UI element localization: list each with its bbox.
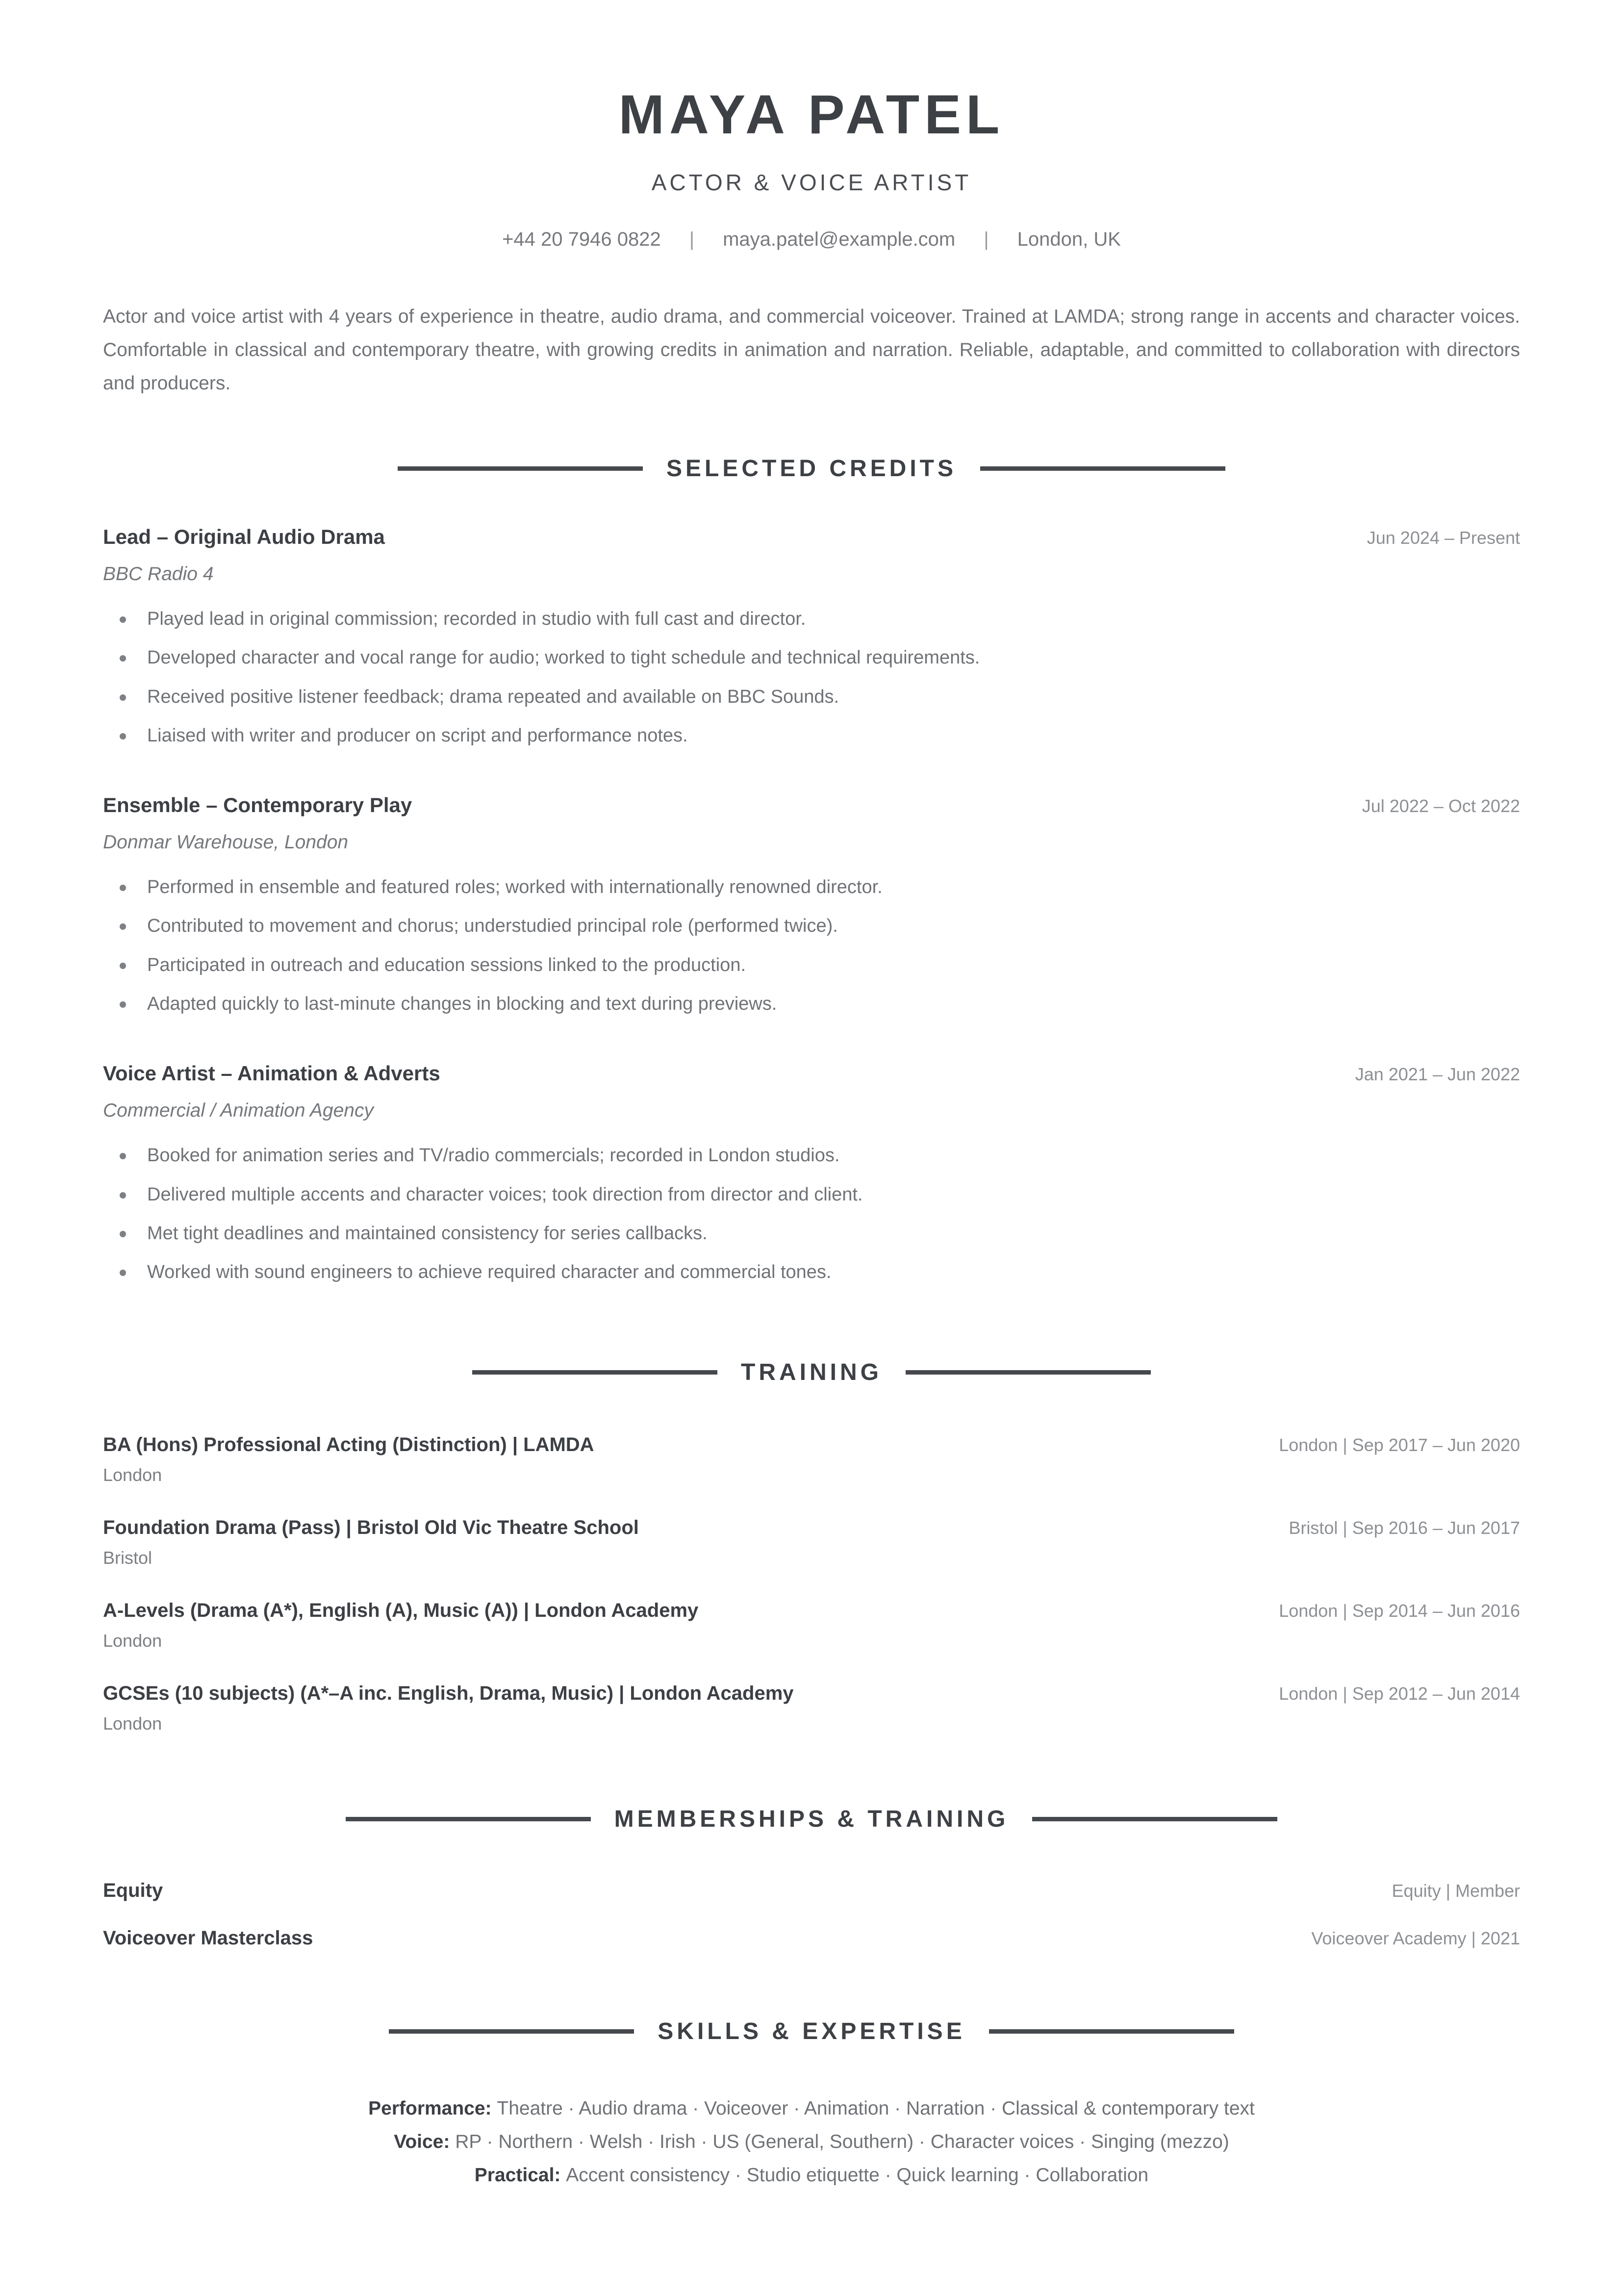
credit-title: Lead – Original Audio Drama bbox=[103, 525, 385, 548]
membership-title: Equity bbox=[103, 1879, 163, 1901]
bullet-item bbox=[103, 607, 1520, 632]
skill-row bbox=[103, 2159, 1520, 2192]
bullet-item bbox=[103, 992, 1520, 1017]
credit-dates: Jun 2024 – Present bbox=[1367, 527, 1520, 548]
credit-title-row bbox=[103, 793, 1520, 817]
bullet-text: Performed in ensemble and featured roles; worked with internationally renowned director. bbox=[147, 877, 883, 898]
credit-entry bbox=[103, 793, 1520, 1017]
person-role: ACTOR & VOICE ARTIST bbox=[651, 169, 972, 195]
bullet-dot-icon bbox=[120, 616, 126, 623]
contact-phone: +44 20 7946 0822 bbox=[502, 228, 661, 250]
bullet-item bbox=[103, 914, 1520, 939]
bullet-dot-icon bbox=[120, 694, 126, 701]
credit-organization: Donmar Warehouse, London bbox=[103, 832, 349, 853]
section-heading-training bbox=[103, 1359, 1520, 1386]
skill-label: Performance: bbox=[368, 2097, 497, 2119]
bullet-dot-icon bbox=[120, 1192, 126, 1199]
person-name: MAYA PATEL bbox=[618, 84, 1005, 145]
bullet-item bbox=[103, 1260, 1520, 1285]
credit-bullets bbox=[103, 875, 1520, 1017]
credit-title-row bbox=[103, 1062, 1520, 1085]
heading-rule-right bbox=[980, 466, 1225, 471]
bullet-dot-icon bbox=[120, 1001, 126, 1008]
skills-block bbox=[103, 2092, 1520, 2192]
training-title-row bbox=[103, 1683, 1520, 1705]
heading-rule-right bbox=[1032, 1817, 1277, 1821]
heading-rule-left bbox=[346, 1817, 591, 1821]
training-title: BA (Hons) Professional Acting (Distinction) | LAMDA bbox=[103, 1433, 594, 1455]
membership-entry bbox=[103, 1880, 1520, 1902]
training-title-row bbox=[103, 1517, 1520, 1539]
training-meta: London | Sep 2017 – Jun 2020 bbox=[1279, 1434, 1520, 1455]
bullet-text: Received positive listener feedback; drama repeated and available on BBC Sounds. bbox=[147, 686, 839, 707]
section-title: TRAINING bbox=[741, 1359, 882, 1385]
skill-row bbox=[103, 2092, 1520, 2125]
credit-organization: Commercial / Animation Agency bbox=[103, 1100, 374, 1122]
bullet-dot-icon bbox=[120, 733, 126, 740]
bullet-text: Met tight deadlines and maintained consistency for series callbacks. bbox=[147, 1223, 708, 1244]
training-location: London bbox=[103, 1713, 162, 1734]
bullet-item bbox=[103, 1182, 1520, 1207]
contact-separator: | bbox=[689, 228, 695, 250]
training-title-row bbox=[103, 1600, 1520, 1622]
training-entry bbox=[103, 1600, 1520, 1651]
contact-separator: | bbox=[984, 228, 989, 250]
training-entry bbox=[103, 1434, 1520, 1485]
training-meta: London | Sep 2012 – Jun 2014 bbox=[1279, 1683, 1520, 1704]
bullet-text: Adapted quickly to last-minute changes in blocking and text during previews. bbox=[147, 994, 777, 1015]
bullet-dot-icon bbox=[120, 963, 126, 969]
contact-location: London, UK bbox=[1017, 228, 1121, 250]
bullet-text: Booked for animation series and TV/radio commercials; recorded in London studios. bbox=[147, 1145, 840, 1166]
training-entry bbox=[103, 1683, 1520, 1734]
bullet-dot-icon bbox=[120, 885, 126, 891]
skill-label: Voice: bbox=[394, 2131, 456, 2152]
credit-title-row bbox=[103, 525, 1520, 549]
skill-value: Theatre · Audio drama · Voiceover · Animation · Narration · Classical & contemporary text bbox=[497, 2097, 1255, 2119]
training-location: London bbox=[103, 1464, 162, 1485]
bullet-text: Liaised with writer and producer on script and performance notes. bbox=[147, 725, 688, 746]
training-title: Foundation Drama (Pass) | Bristol Old Vic Theatre School bbox=[103, 1516, 639, 1538]
bullet-dot-icon bbox=[120, 923, 126, 930]
credit-title: Voice Artist – Animation & Adverts bbox=[103, 1062, 440, 1085]
skill-row bbox=[103, 2125, 1520, 2159]
bullet-item bbox=[103, 685, 1520, 710]
bullet-item bbox=[103, 645, 1520, 670]
bullet-item bbox=[103, 875, 1520, 900]
training-title: GCSEs (10 subjects) (A*–A inc. English, Drama, Music) | London Academy bbox=[103, 1682, 794, 1704]
heading-rule-left bbox=[389, 2029, 634, 2034]
credit-bullets bbox=[103, 607, 1520, 748]
contact-email: maya.patel@example.com bbox=[723, 228, 956, 250]
bullet-dot-icon bbox=[120, 655, 126, 662]
membership-title: Voiceover Masterclass bbox=[103, 1927, 313, 1949]
membership-meta: Equity | Member bbox=[1392, 1880, 1520, 1901]
training-title-row bbox=[103, 1434, 1520, 1456]
training-entry bbox=[103, 1517, 1520, 1568]
credit-entry bbox=[103, 1062, 1520, 1285]
bullet-item bbox=[103, 1143, 1520, 1168]
bullet-text: Played lead in original commission; recorded in studio with full cast and director. bbox=[147, 608, 806, 629]
bullet-dot-icon bbox=[120, 1231, 126, 1237]
section-heading-memberships bbox=[103, 1806, 1520, 1833]
contact-line bbox=[103, 228, 1520, 251]
bullet-dot-icon bbox=[120, 1153, 126, 1159]
training-location: London bbox=[103, 1630, 162, 1651]
membership-entry bbox=[103, 1927, 1520, 1949]
training-location: Bristol bbox=[103, 1547, 152, 1568]
skill-label: Practical: bbox=[474, 2164, 566, 2186]
section-heading-selected-credits bbox=[103, 455, 1520, 482]
training-title: A-Levels (Drama (A*), English (A), Music (A)) | London Academy bbox=[103, 1599, 699, 1621]
bullet-text: Participated in outreach and education sessions linked to the production. bbox=[147, 954, 746, 975]
credit-bullets bbox=[103, 1143, 1520, 1285]
membership-meta: Voiceover Academy | 2021 bbox=[1311, 1928, 1520, 1948]
heading-rule-left bbox=[398, 466, 643, 471]
section-title: SKILLS & EXPERTISE bbox=[658, 2018, 965, 2044]
bullet-text: Developed character and vocal range for audio; worked to tight schedule and technical requirements. bbox=[147, 647, 980, 668]
bullet-text: Delivered multiple accents and character voices; took direction from director and client. bbox=[147, 1184, 863, 1205]
credit-title: Ensemble – Contemporary Play bbox=[103, 793, 412, 817]
credit-dates: Jul 2022 – Oct 2022 bbox=[1362, 796, 1520, 816]
bullet-item bbox=[103, 1221, 1520, 1246]
training-meta: London | Sep 2014 – Jun 2016 bbox=[1279, 1600, 1520, 1621]
credit-entry bbox=[103, 525, 1520, 748]
heading-rule-left bbox=[472, 1370, 717, 1375]
training-meta: Bristol | Sep 2016 – Jun 2017 bbox=[1289, 1517, 1520, 1538]
skill-value: Accent consistency · Studio etiquette · Quick learning · Collaboration bbox=[566, 2164, 1149, 2186]
section-title: SELECTED CREDITS bbox=[666, 455, 957, 482]
credit-dates: Jan 2021 – Jun 2022 bbox=[1355, 1064, 1520, 1085]
resume-header bbox=[103, 83, 1520, 251]
heading-rule-right bbox=[906, 1370, 1151, 1375]
skill-value: RP · Northern · Welsh · Irish · US (General, Southern) · Character voices · Singing (mezzo) bbox=[455, 2131, 1229, 2152]
summary-paragraph: Actor and voice artist with 4 years of experience in theatre, audio drama, and commercial voiceover. Trained at LAMDA; strong range in accents and character voices. Comfortable in classical and contemporary theatre, with growing credits in animation and narration. Reliable, adaptable, and committed to collaboration with directors and producers. bbox=[103, 306, 1520, 394]
credit-organization: BBC Radio 4 bbox=[103, 563, 214, 585]
bullet-dot-icon bbox=[120, 1270, 126, 1276]
heading-rule-right bbox=[989, 2029, 1234, 2034]
section-title: MEMBERSHIPS & TRAINING bbox=[614, 1806, 1009, 1832]
bullet-item bbox=[103, 953, 1520, 978]
bullet-item bbox=[103, 723, 1520, 748]
section-heading-skills bbox=[103, 2018, 1520, 2045]
bullet-text: Worked with sound engineers to achieve required character and commercial tones. bbox=[147, 1262, 832, 1283]
bullet-text: Contributed to movement and chorus; understudied principal role (performed twice). bbox=[147, 916, 838, 937]
